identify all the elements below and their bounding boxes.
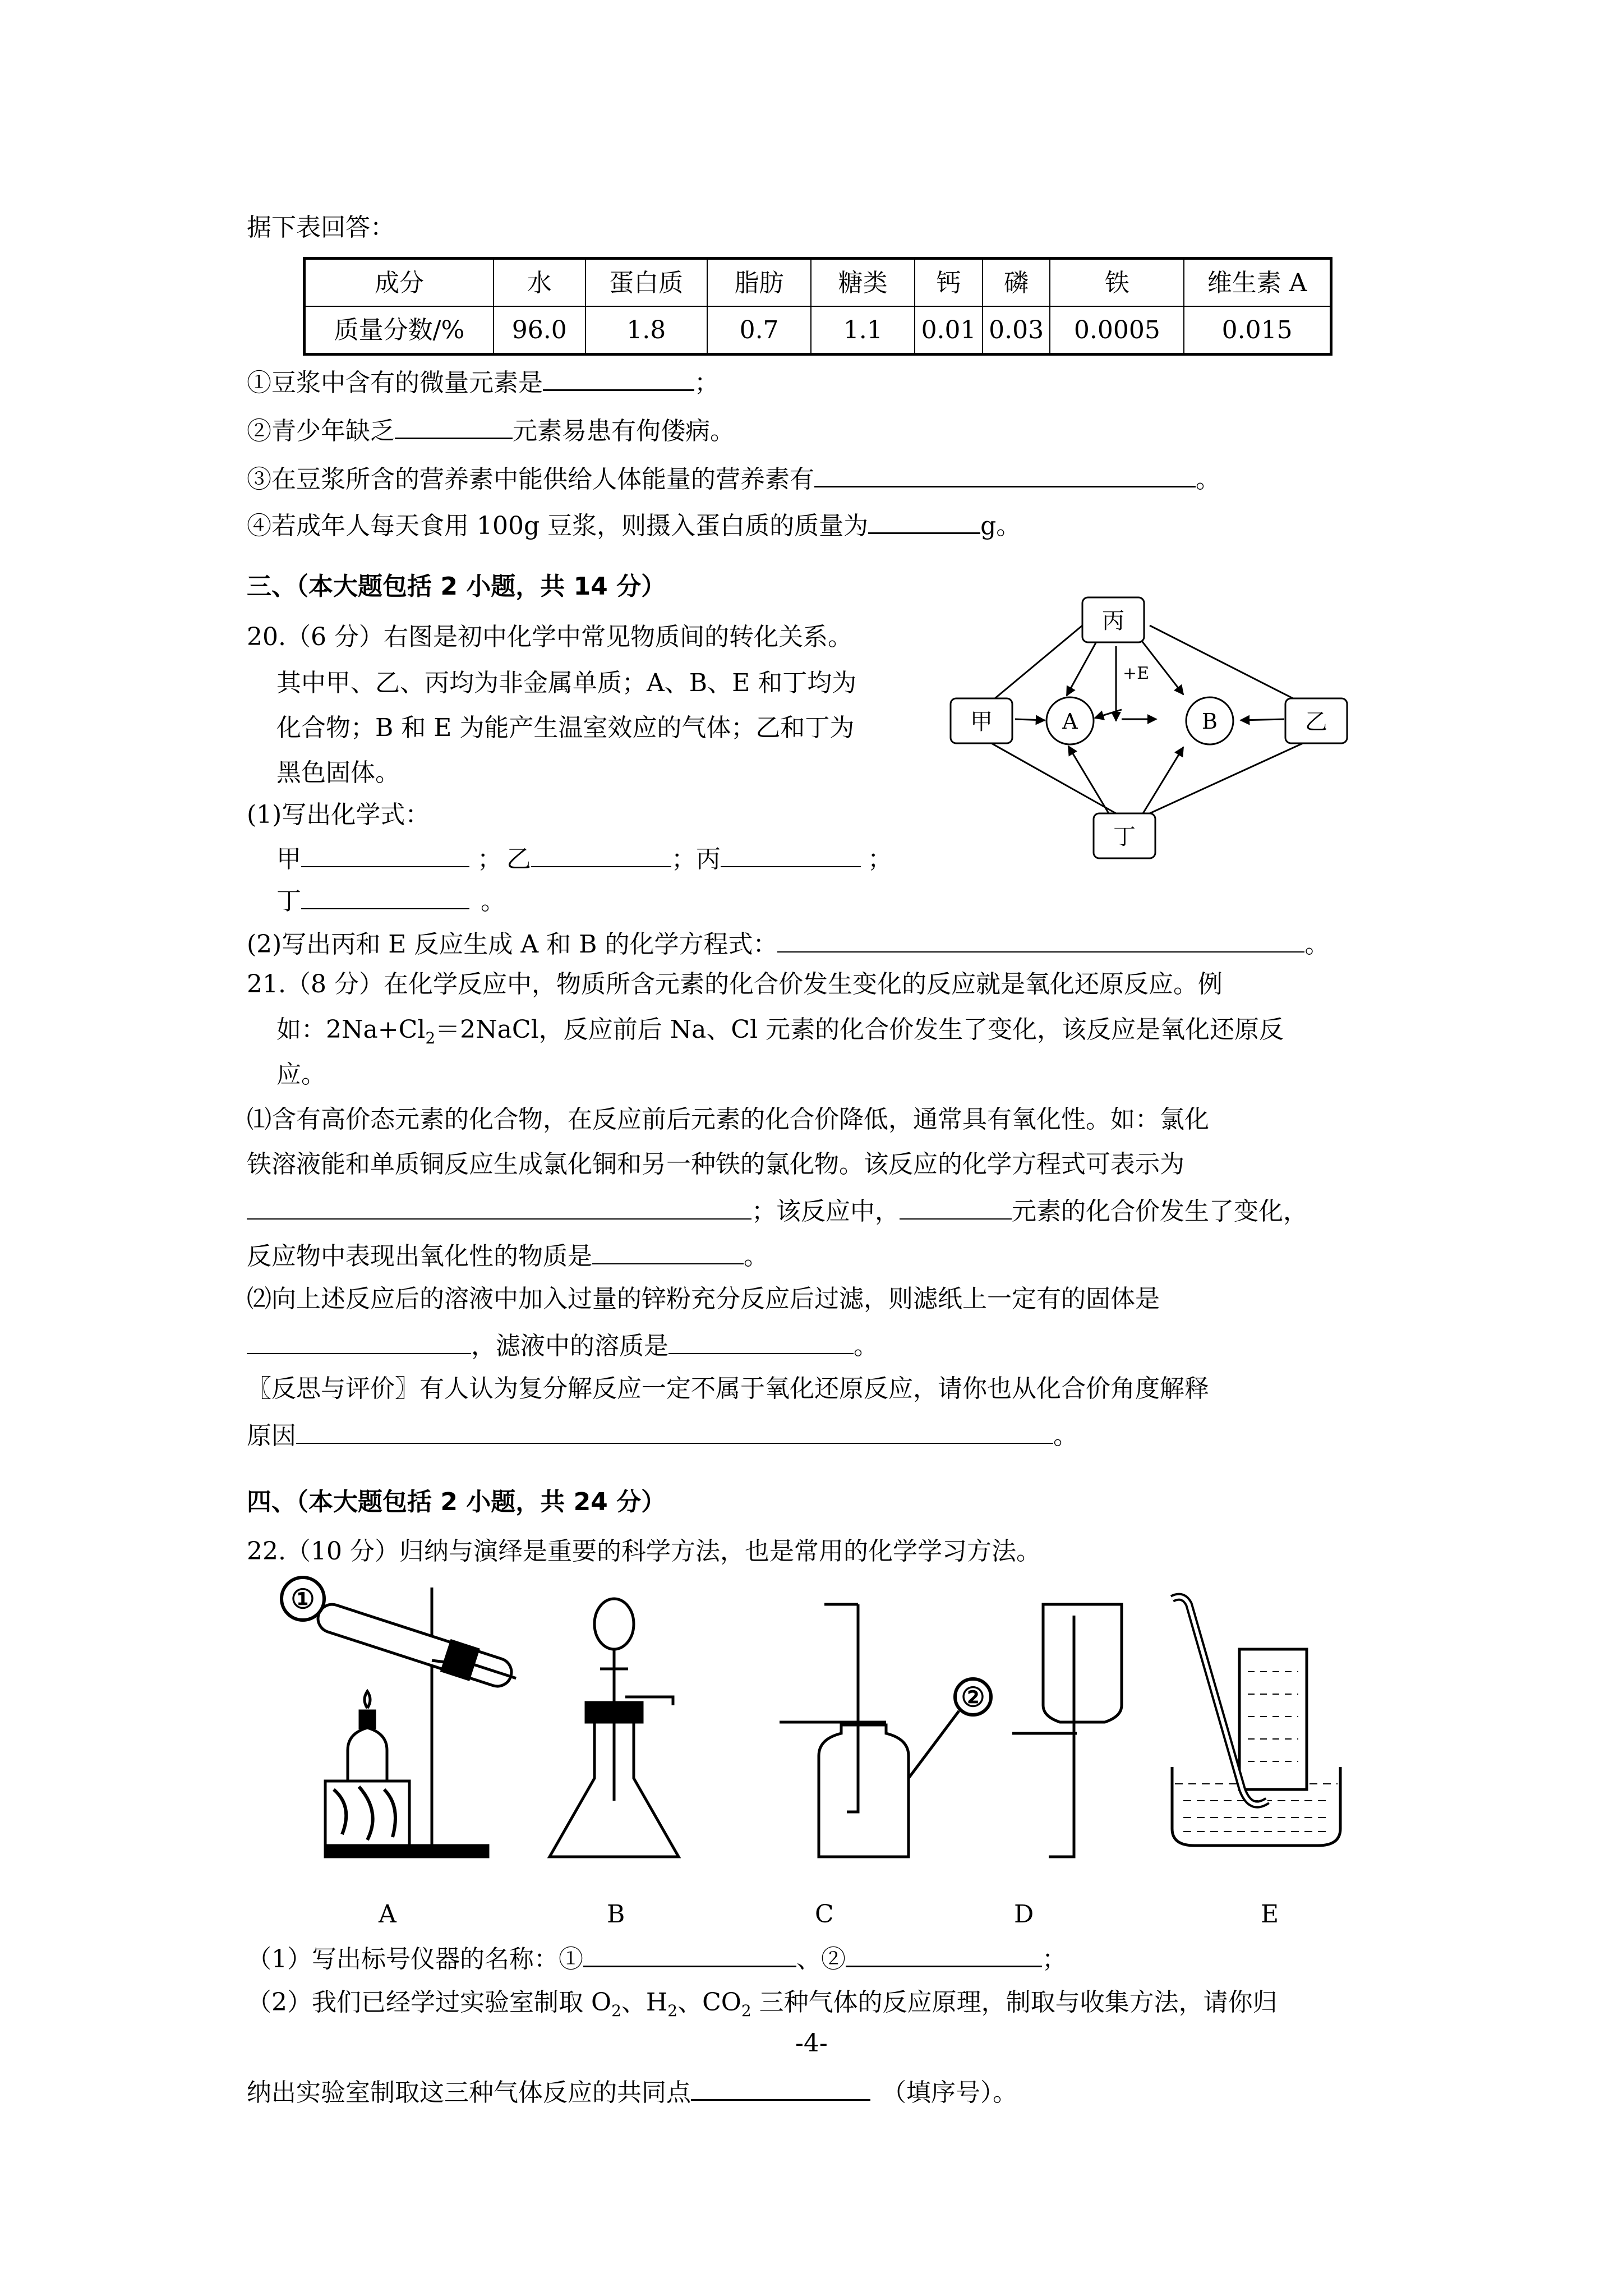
- arrow: [1241, 719, 1284, 720]
- answer-blank[interactable]: [531, 841, 671, 867]
- label-b: B: [607, 1900, 625, 1929]
- answer-blank[interactable]: [301, 841, 469, 867]
- arrow: [1067, 637, 1099, 696]
- q19-item-3: ③在豆浆所含的营养素中能供给人体能量的营养素有 。: [247, 461, 1220, 495]
- answer-blank[interactable]: [583, 1941, 796, 1967]
- mark-1: ①: [291, 1584, 315, 1615]
- table-cell: 脂肪: [707, 259, 811, 307]
- apparatus-a: [282, 1577, 521, 1857]
- answer-blank[interactable]: [668, 1328, 854, 1354]
- label-plus-e: +E: [1123, 664, 1150, 683]
- table-cell: 水: [494, 259, 585, 307]
- table-cell: 0.0005: [1050, 306, 1184, 355]
- q20-line-1: 20.（6 分）右图是初中化学中常见物质间的转化关系。: [247, 623, 852, 651]
- answer-blank[interactable]: [247, 1194, 751, 1220]
- answer-blank[interactable]: [691, 2074, 870, 2101]
- node-bing: 丙: [1102, 608, 1124, 634]
- q22-part-2: （2）我们已经学过实验室制取 $O_2$、$H_2$、$CO_2$ 三种气体的反应原理，制取与收集方法，请你归: [247, 1988, 1278, 2020]
- answer-blank[interactable]: [543, 365, 694, 391]
- q21-line-3: 应。: [276, 1060, 326, 1089]
- apparatus-e: [1172, 1597, 1340, 1846]
- q20-part-1: (1)写出化学式：: [247, 800, 430, 829]
- answer-blank[interactable]: [301, 884, 469, 909]
- q20-formula-row-1: 甲 ； 乙 ；丙 ；: [276, 841, 892, 875]
- table-cell: 1.1: [811, 306, 915, 355]
- q19-item-2: ②青少年缺乏 元素易患有佝偻病。: [247, 413, 735, 447]
- q21-line-7: 反应物中表现出氧化性的物质是 。: [247, 1239, 768, 1272]
- q19-item-1: ①豆浆中含有的微量元素是 ；: [247, 365, 719, 398]
- intro-text: 据下表回答：: [247, 213, 395, 242]
- q20-line-4: 黑色固体。: [276, 758, 400, 787]
- page-number: -4-: [795, 2029, 828, 2058]
- q21-line-1: 21.（8 分）在化学反应中，物质所含元素的化合价发生变化的反应就是氧化还原反应。例: [247, 970, 1223, 999]
- answer-blank[interactable]: [395, 413, 513, 439]
- table-cell: 0.01: [915, 306, 983, 355]
- table-cell: 1.8: [585, 306, 707, 355]
- node-b: B: [1202, 709, 1218, 734]
- q20-formula-row-2: 丁 。: [276, 884, 505, 917]
- table-cell: 铁: [1050, 259, 1184, 307]
- q22-line-1: 22.（10 分）归纳与演绎是重要的科学方法，也是常用的化学学习方法。: [247, 1537, 1041, 1566]
- section-4-heading: 四、（本大题包括 2 小题，共 24 分）: [247, 1488, 666, 1516]
- table-cell: 维生素 A: [1184, 259, 1331, 307]
- node-jia: 甲: [970, 709, 993, 735]
- apparatus-b: [550, 1599, 679, 1857]
- q22-part-3: 纳出实验室制取这三种气体反应的共同点 （填序号）。: [247, 2074, 1017, 2108]
- q21-line-2: 如：$2Na+Cl_2=2NaCl$，反应前后 Na、Cl 元素的化合价发生了变化，该反应是氧化还原反: [276, 1015, 1284, 1047]
- table-cell: 成分: [305, 259, 494, 307]
- q21-line-4: ⑴含有高价态元素的化合物，在反应前后元素的化合价降低，通常具有氧化性。如：氯化: [247, 1105, 1209, 1134]
- q19-item-4: ④若成年人每天食用 100g 豆浆，则摄入蛋白质的质量为 g。: [247, 508, 1021, 541]
- answer-blank[interactable]: [814, 461, 1196, 487]
- answer-blank[interactable]: [777, 927, 1304, 953]
- node-a: A: [1062, 709, 1078, 734]
- answer-blank[interactable]: [900, 1194, 1012, 1220]
- label-a: A: [379, 1900, 396, 1929]
- node-ding: 丁: [1113, 824, 1136, 850]
- conversion-diagram: [948, 595, 1363, 864]
- q20-line-3: 化合物；B 和 E 为能产生温室效应的气体；乙和丁为: [276, 714, 855, 742]
- answer-blank[interactable]: [592, 1239, 744, 1264]
- composition-table: [303, 257, 1332, 356]
- q21-line-11: 原因 。: [247, 1418, 1078, 1451]
- answer-blank[interactable]: [296, 1418, 1053, 1444]
- table-cell: 96.0: [494, 306, 585, 355]
- apparatus-d: [1012, 1604, 1122, 1857]
- table-cell: 钙: [915, 259, 983, 307]
- answer-blank[interactable]: [846, 1941, 1042, 1967]
- arrow: [1068, 746, 1110, 816]
- label-c: C: [815, 1900, 834, 1929]
- apparatus-c: [780, 1604, 991, 1857]
- apparatus-figure: [264, 1565, 1385, 1879]
- q21-line-10: 〖反思与评价〗有人认为复分解反应一定不属于氧化还原反应，请你也从化合价角度解释: [247, 1374, 1209, 1403]
- section-3-heading: 三、（本大题包括 2 小题，共 14 分）: [247, 572, 666, 601]
- q21-line-6: ；该反应中， 元素的化合价发生了变化，: [247, 1194, 1308, 1227]
- table-cell: 磷: [983, 259, 1050, 307]
- table-cell: 糖类: [811, 259, 915, 307]
- arrow: [1015, 719, 1045, 720]
- q21-line-9: ，滤液中的溶质是 。: [247, 1328, 878, 1361]
- q20-part-2: (2)写出丙和 E 反应生成 A 和 B 的化学方程式： 。: [247, 927, 1329, 960]
- q22-part-1: （1）写出标号仪器的名称：① 、② ；: [247, 1941, 1067, 1975]
- answer-blank[interactable]: [247, 1328, 471, 1354]
- q21-line-5: 铁溶液能和单质铜反应生成氯化铜和另一种铁的氯化物。该反应的化学方程式可表示为: [247, 1150, 1184, 1179]
- label-d: D: [1014, 1900, 1034, 1929]
- table-cell: 蛋白质: [585, 259, 707, 307]
- answer-blank[interactable]: [868, 508, 980, 534]
- answer-blank[interactable]: [721, 841, 861, 867]
- q20-line-2: 其中甲、乙、丙均为非金属单质；A、B、E 和丁均为: [276, 669, 857, 697]
- label-e: E: [1261, 1900, 1279, 1929]
- table-cell: 质量分数/%: [305, 306, 494, 355]
- q21-line-8: ⑵向上述反应后的溶液中加入过量的锌粉充分反应后过滤，则滤纸上一定有的固体是: [247, 1285, 1160, 1313]
- arrow: [1095, 710, 1122, 718]
- table-cell: 0.7: [707, 306, 811, 355]
- arrow: [1141, 747, 1183, 816]
- table-cell: 0.03: [983, 306, 1050, 355]
- table-header-row: [305, 259, 1331, 307]
- node-yi: 乙: [1305, 709, 1327, 735]
- table-cell: 0.015: [1184, 306, 1331, 355]
- mark-2: ②: [961, 1682, 985, 1713]
- table-row: [305, 306, 1331, 355]
